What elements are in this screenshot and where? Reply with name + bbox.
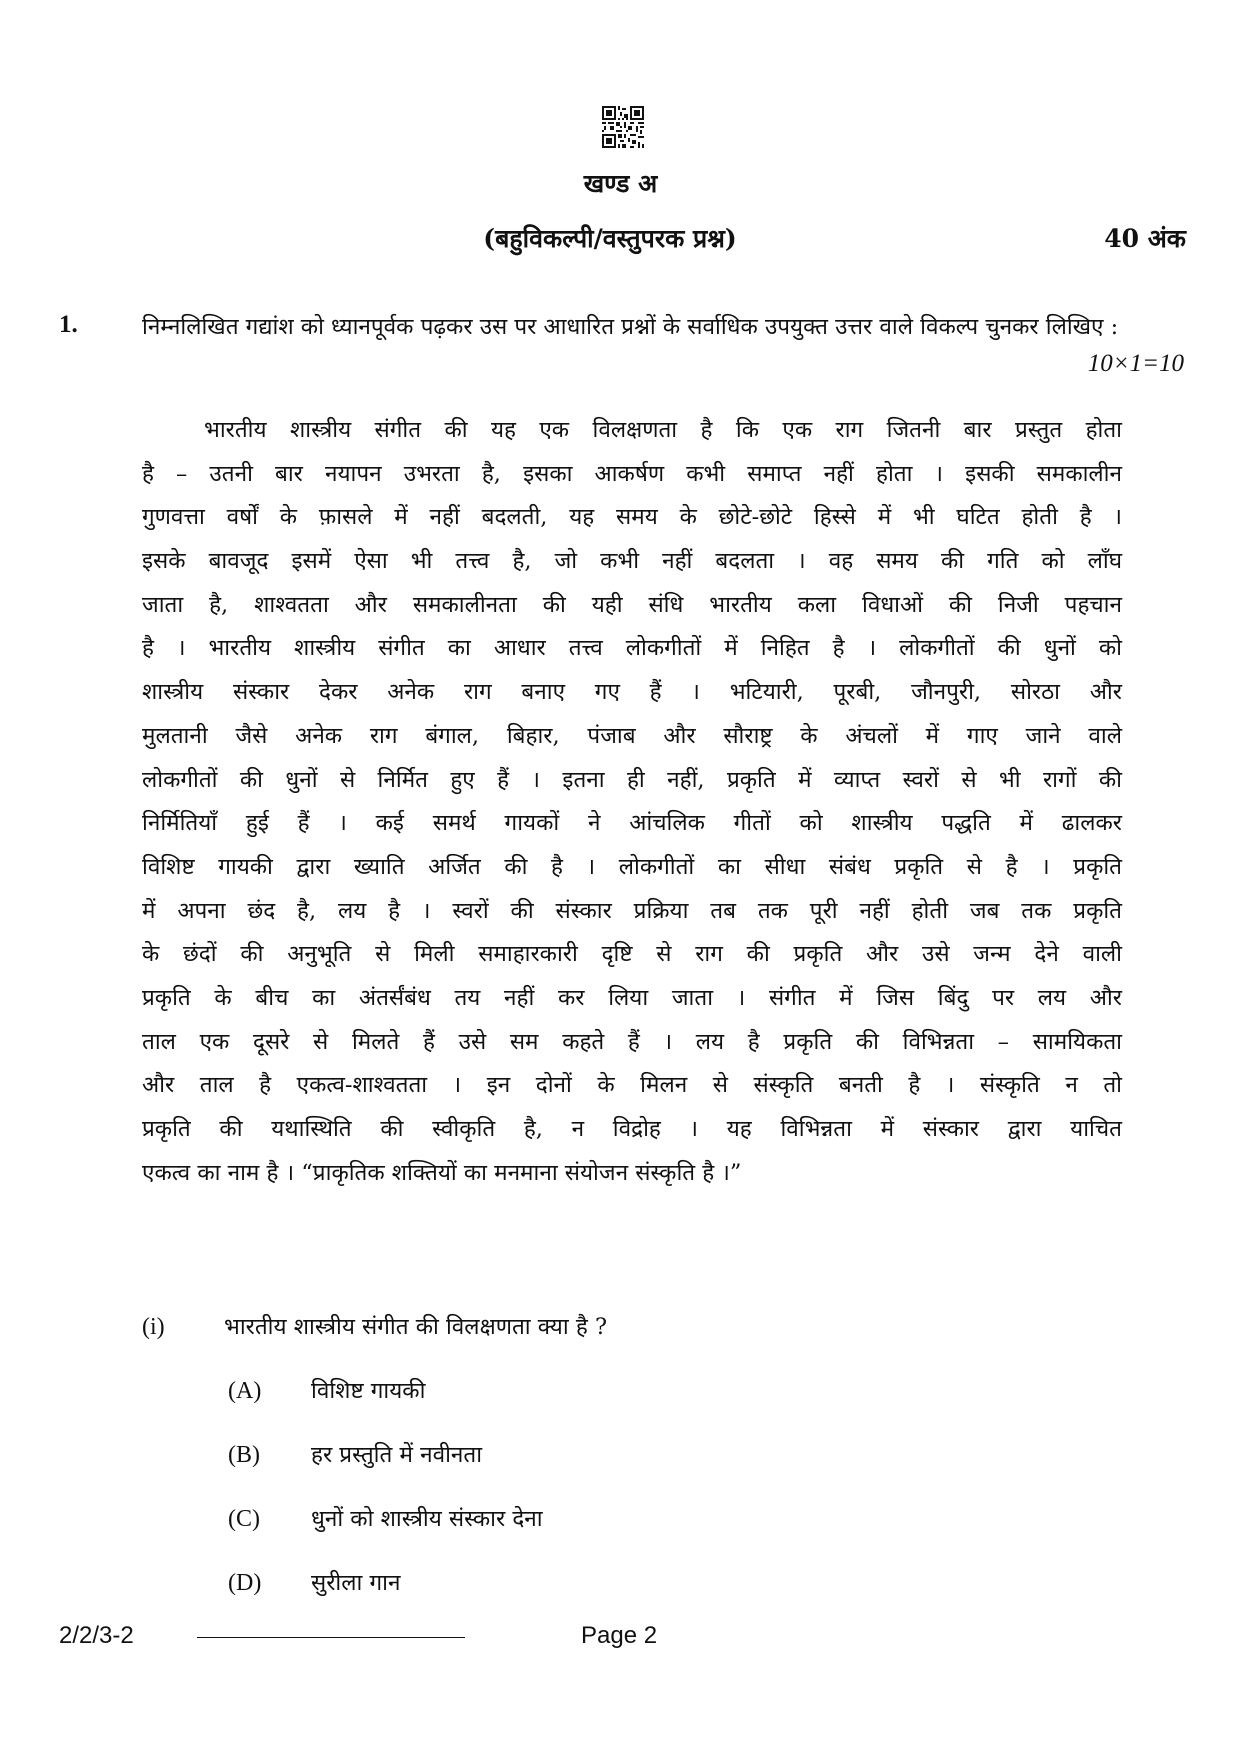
section-title: खण्ड अ — [583, 169, 658, 198]
option-c — [228, 1502, 543, 1533]
passage — [142, 409, 1122, 1195]
sub-question-number: (i) — [142, 1314, 165, 1340]
passage-line: के छंदों की अनुभूति से मिली समाहारकारी दृष्टि से राग की प्रकृति और उसे जन्म देने वाली — [142, 941, 1122, 968]
option-text: धुनों को शास्त्रीय संस्कार देना — [311, 1506, 543, 1532]
passage-line: गुणवत्ता वर्षों के फ़ासले में नहीं बदलती, यह समय के छोटे-छोटे हिस्से में भी घटित होती है । — [142, 504, 1122, 531]
sub-question — [142, 1310, 607, 1341]
paper-code: 2/2/3-2 — [59, 1622, 134, 1649]
passage-line: है । भारतीय शास्त्रीय संगीत का आधार तत्त्व लोकगीतों में निहित है । लोकगीतों की धुनों को — [142, 635, 1122, 662]
passage-line: प्रकृति की यथास्थिति की स्वीकृति है, न विद्रोह । यह विभिन्नता में संस्कार द्वारा याचित — [142, 1116, 1122, 1142]
passage-line: लोकगीतों की धुनों से निर्मित हुए हैं । इतना ही नहीं, प्रकृति में व्याप्त स्वरों से भी रागों की — [142, 766, 1122, 793]
passage-line: निर्मितियाँ हुई हैं । कई समर्थ गायकों ने आंचलिक गीतों को शास्त्रीय पद्धति में ढालकर — [142, 810, 1122, 837]
option-d — [228, 1566, 400, 1597]
option-b — [228, 1438, 482, 1469]
section-subtitle: (बहुविकल्पी/वस्तुपरक प्रश्न) — [483, 224, 737, 253]
option-text: विशिष्ट गायकी — [311, 1378, 426, 1404]
passage-line: एकत्व का नाम है । “प्राकृतिक शक्तियों का मनमाना संयोजन संस्कृति है ।” — [142, 1159, 742, 1186]
question-marks: 10×1=10 — [1087, 350, 1184, 377]
qr-code-icon — [602, 106, 644, 148]
sub-question-text: भारतीय शास्त्रीय संगीत की विलक्षणता क्या है ? — [224, 1314, 608, 1340]
passage-line: में अपना छंद है, लय है । स्वरों की संस्कार प्रक्रिया तब तक पूरी नहीं होती जब तक प्रकृति — [142, 897, 1122, 924]
passage-line: शास्त्रीय संस्कार देकर अनेक राग बनाए गए हैं । भटियारी, पूरबी, जौनपुरी, सोरठा और — [142, 679, 1122, 706]
page-number: Page 2 — [581, 1622, 658, 1649]
option-key: (D) — [228, 1570, 262, 1596]
passage-line: और ताल है एकत्व-शाश्वतता । इन दोनों के मिलन से संस्कृति बनती है । संस्कृति न तो — [142, 1072, 1122, 1099]
question-number: 1. — [59, 311, 78, 338]
option-key: (A) — [228, 1378, 262, 1404]
option-text: सुरीला गान — [311, 1570, 401, 1596]
question-instruction: निम्नलिखित गद्यांश को ध्यानपूर्वक पढ़कर उस पर आधारित प्रश्नों के सर्वाधिक उपयुक्त उत्तर वाले विकल्प चुनकर लिखिए : — [142, 314, 1119, 340]
option-text: हर प्रस्तुति में नवीनता — [311, 1442, 483, 1468]
passage-line: मुलतानी जैसे अनेक राग बंगाल, बिहार, पंजाब और सौराष्ट्र के अंचलों में गाए जाने वाले — [142, 722, 1122, 749]
passage-line: है – उतनी बार नयापन उभरता है, इसका आकर्षण कभी समाप्त नहीं होता । इसकी समकालीन — [142, 460, 1122, 487]
passage-line: प्रकृति के बीच का अंतर्संबंध तय नहीं कर लिया जाता । संगीत में जिस बिंदु पर लय और — [142, 984, 1122, 1011]
option-a — [228, 1374, 425, 1405]
passage-line: ताल एक दूसरे से मिलते हैं उसे सम कहते हैं । लय है प्रकृति की विभिन्नता – सामयिकता — [142, 1028, 1122, 1055]
passage-line: विशिष्ट गायकी द्वारा ख्याति अर्जित की है । लोकगीतों का सीधा संबंध प्रकृति से है । प्रकृति — [142, 853, 1122, 880]
option-key: (B) — [228, 1442, 260, 1468]
section-total-marks: 40 अंक — [1104, 224, 1186, 253]
footer-divider — [197, 1637, 465, 1638]
option-key: (C) — [228, 1506, 260, 1532]
passage-line: जाता है, शाश्वतता और समकालीनता की यही संधि भारतीय कला विधाओं की निजी पहचान — [142, 591, 1122, 618]
passage-line: भारतीय शास्त्रीय संगीत की यह एक विलक्षणता है कि एक राग जितनी बार प्रस्तुत होता — [204, 417, 1122, 443]
passage-line: इसके बावजूद इसमें ऐसा भी तत्त्व है, जो कभी नहीं बदलता । वह समय की गति को लाँघ — [142, 548, 1122, 575]
